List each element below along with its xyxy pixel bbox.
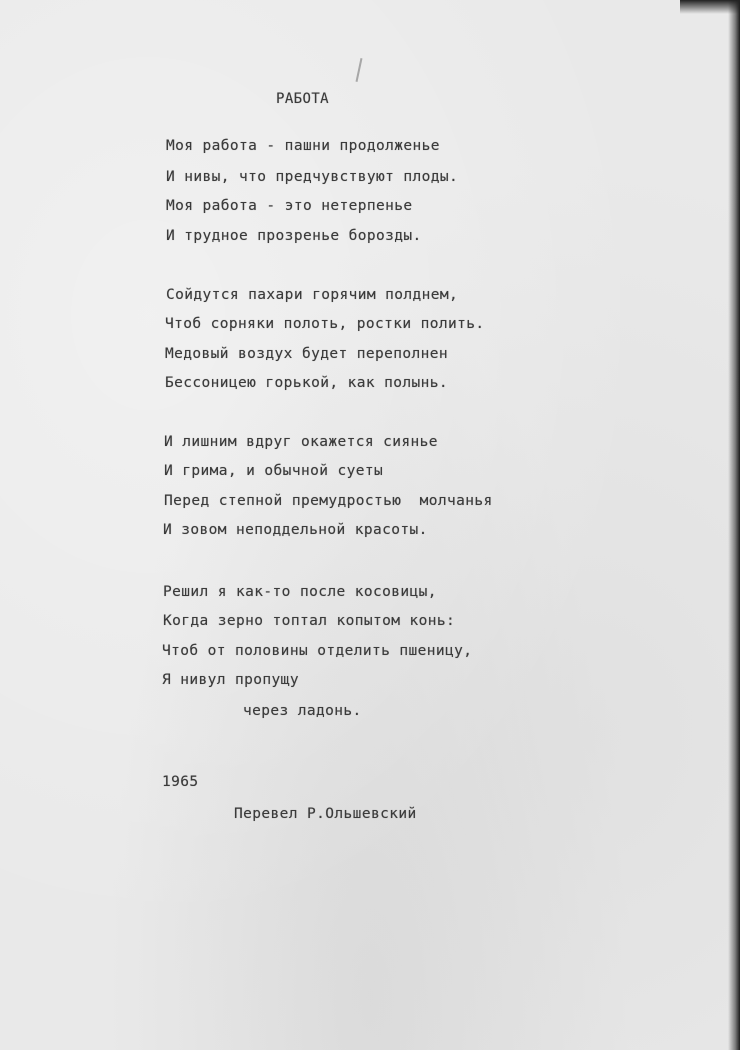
poem-line: И зовом неподдельной красоты. (163, 522, 428, 538)
poem-line: Я нивул пропущу (162, 672, 299, 688)
poem-line: Бессоницею горькой, как полынь. (165, 375, 449, 391)
poem-line: Когда зерно топтал копытом конь: (163, 613, 456, 629)
poem-line: Моя работа - пашни продолженье (166, 138, 440, 154)
poem-line: И лишним вдруг окажется сиянье (164, 434, 438, 450)
poem-line: через ладонь. (243, 703, 362, 719)
poem-year: 1965 (162, 774, 199, 790)
poem-line: Чтоб сорняки полоть, ростки полить. (165, 316, 485, 332)
page-edge-shadow (728, 0, 740, 1050)
page-corner-shadow (680, 0, 740, 14)
poem-line: Перед степной премудростью молчанья (164, 493, 493, 509)
poem-line: Чтоб от половины отделить пшеницу, (162, 643, 473, 659)
poem-line: И трудное прозренье борозды. (166, 228, 422, 244)
poem-line: Сойдутся пахари горячим полднем, (166, 287, 459, 303)
poem-line: Решил я как-то после косовицы, (163, 584, 437, 600)
translator-credit: Перевел Р.Ольшевский (234, 806, 417, 822)
poem-line: И грима, и обычной суеты (164, 463, 384, 479)
poem-line: И нивы, что предчувствуют плоды. (166, 169, 459, 185)
poem-line: Моя работа - это нетерпенье (166, 198, 413, 214)
poem-title: РАБОТА (276, 91, 329, 107)
pencil-mark (356, 58, 363, 82)
poem-line: Медовый воздух будет переполнен (165, 346, 449, 362)
